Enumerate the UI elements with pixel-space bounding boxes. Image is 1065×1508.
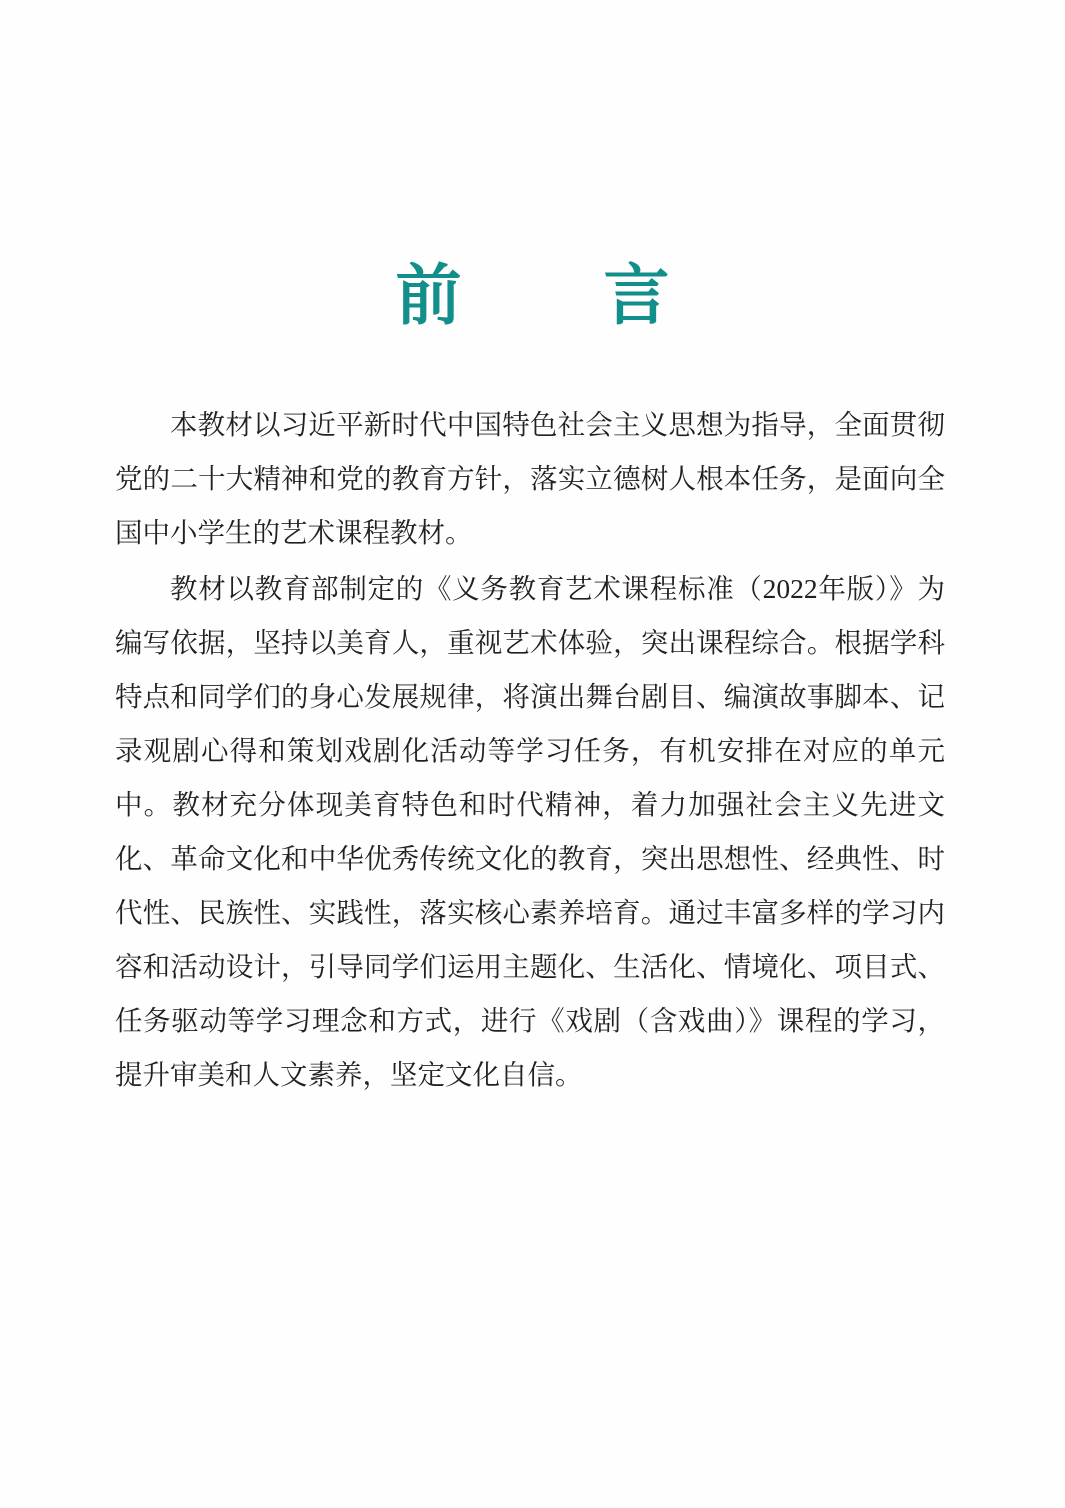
preface-body: [115, 398, 945, 1104]
paragraph: 本教材以习近平新时代中国特色社会主义思想为指导，全面贯彻党的二十大精神和党的教育方针，落实立德树人根本任务，是面向全国中小学生的艺术课程教材。: [115, 409, 945, 548]
page-title: 前 言: [395, 256, 708, 335]
paragraph: 教材以教育部制定的《义务教育艺术课程标准（2022年版）》为编写依据，坚持以美育人，重视艺术体验，突出课程综合。根据学科特点和同学们的身心发展规律，将演出舞台剧目、编演故事脚本、记录观剧心得和策划戏剧化活动等学习任务，有机安排在对应的单元中。教材充分体现美育特色和时代精神，着力加强社会主义先进文化、革命文化和中华优秀传统文化的教育，突出思想性、经典性、时代性、民族性、实践性，落实核心素养培育。通过丰富多样的学习内容和活动设计，引导同学们运用主题化、生活化、情境化、项目式、任务驱动等学习理念和方式，进行《戏剧（含戏曲）》课程的学习，提升审美和人文素养，坚定文化自信。: [115, 573, 945, 1090]
